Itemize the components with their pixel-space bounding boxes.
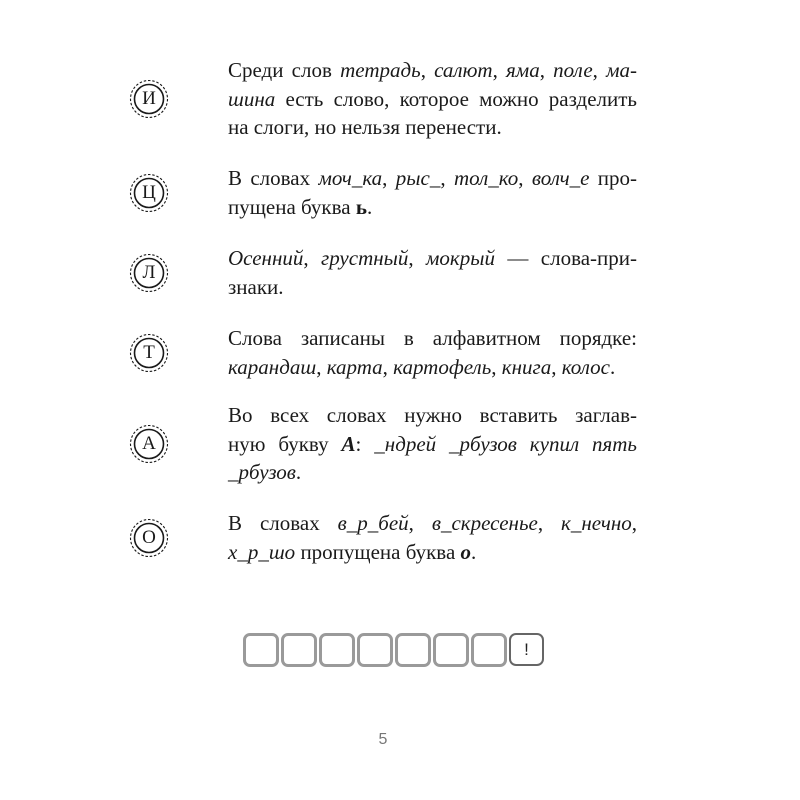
emphasized-text: шина — [228, 86, 276, 111]
text: , — [408, 246, 427, 270]
emphasized-text: салют — [434, 58, 493, 82]
emphasized-text: яма — [506, 58, 540, 82]
page-number: 5 — [378, 731, 388, 748]
text: про- — [589, 166, 638, 190]
text-line — [228, 353, 637, 382]
text: , — [408, 511, 432, 535]
emphasized-text: _ндрей _рбузов купил пять — [374, 431, 637, 456]
emphasized-text: поле — [553, 58, 593, 82]
text: , — [420, 58, 435, 82]
text: , — [518, 166, 532, 190]
item-letter: Т — [143, 341, 155, 363]
text: есть слово, которое можно разделить — [275, 86, 637, 111]
text: , — [316, 354, 327, 379]
emphasized-text: картофель — [393, 354, 492, 379]
text-line — [228, 113, 637, 142]
letter-circle-icon — [134, 338, 164, 368]
text-line — [228, 324, 637, 353]
letter-circle-icon — [134, 429, 164, 459]
emphasized-text: колос — [561, 354, 610, 379]
letter-circle-icon — [134, 523, 164, 553]
emphasized-text: карандаш — [228, 354, 317, 379]
emphasized-text: карта — [326, 354, 383, 379]
text: , — [382, 354, 394, 379]
emphasized-text: в_скресенье — [431, 511, 538, 535]
text: . — [366, 194, 373, 219]
emphasized-text: волч_е — [531, 166, 590, 190]
item-statement — [228, 509, 637, 566]
text: . — [609, 354, 616, 379]
text: , — [551, 354, 562, 379]
text-line — [228, 401, 637, 430]
text-line — [228, 509, 637, 538]
item-statement — [228, 324, 637, 381]
text-line — [228, 538, 637, 567]
letter-circle-icon — [134, 178, 164, 208]
emphasized-text: рыс_ — [395, 166, 441, 190]
emphasized-text: к_нечно — [561, 511, 632, 535]
text: , — [492, 58, 507, 82]
answer-box[interactable] — [433, 633, 469, 667]
text: . — [471, 539, 477, 564]
emphasized-text: грустный — [321, 246, 409, 270]
text: ную букву — [228, 431, 342, 456]
text: знаки. — [228, 274, 284, 299]
emphasized-text: х_р_шо — [228, 539, 296, 564]
item-letter: Л — [142, 261, 156, 283]
text: Слова записаны в алфавитном порядке: — [228, 326, 637, 350]
emphasized-text: о — [460, 539, 472, 564]
text: пущена буква — [228, 194, 356, 219]
item-statement — [228, 244, 637, 301]
answer-box[interactable] — [357, 633, 393, 667]
item-letter: О — [142, 526, 156, 548]
text-line — [228, 193, 637, 222]
emphasized-text: мокрый — [426, 246, 495, 270]
text: , — [491, 354, 502, 379]
answer-box[interactable] — [243, 633, 279, 667]
text: , — [303, 246, 322, 270]
text: Во всех словах нужно вставить заглав- — [228, 403, 637, 427]
text: , — [440, 166, 454, 190]
text-line — [228, 273, 637, 302]
item-statement — [228, 401, 637, 487]
answer-boxes — [243, 633, 544, 667]
item-letter: А — [142, 432, 156, 454]
text: В словах — [228, 511, 338, 535]
text: Среди слов — [228, 58, 341, 82]
text: , — [631, 511, 638, 535]
emphasized-text: _рбузов — [228, 460, 296, 484]
emphasized-text: ь — [355, 194, 367, 219]
text-line — [228, 85, 637, 114]
text: , — [539, 58, 554, 82]
emphasized-text: моч_ка — [318, 166, 383, 190]
emphasized-text: книга — [501, 354, 552, 379]
text: , — [592, 58, 607, 82]
item-letter: И — [142, 87, 156, 109]
text: — слова-при- — [494, 246, 637, 270]
text-line — [228, 430, 637, 459]
text: , — [382, 166, 396, 190]
answer-box[interactable] — [395, 633, 431, 667]
text: : — [355, 431, 375, 456]
text-line — [228, 458, 637, 487]
text-line — [228, 56, 637, 85]
letter-circle-icon — [134, 84, 164, 114]
text: , — [537, 511, 562, 535]
answer-box[interactable]: ! — [509, 633, 544, 666]
emphasized-text: в_р_бей — [337, 511, 409, 535]
emphasized-text: А — [341, 431, 356, 456]
answer-box[interactable] — [281, 633, 317, 667]
letter-circle-icon — [134, 258, 164, 288]
text: В словах — [228, 166, 319, 190]
text-line — [228, 244, 637, 273]
answer-box[interactable] — [471, 633, 507, 667]
emphasized-text: Осенний — [228, 246, 304, 270]
item-letter: Ц — [142, 181, 156, 203]
emphasized-text: тетрадь — [340, 58, 421, 82]
text: . — [295, 460, 302, 484]
text: на слоги, но нельзя перенести. — [228, 115, 502, 139]
text-line — [228, 164, 637, 193]
item-statement — [228, 56, 637, 142]
answer-box[interactable] — [319, 633, 355, 667]
item-statement — [228, 164, 637, 221]
emphasized-text: тол_ко — [453, 166, 519, 190]
emphasized-text: ма- — [606, 58, 638, 82]
text: пропущена буква — [295, 539, 461, 564]
